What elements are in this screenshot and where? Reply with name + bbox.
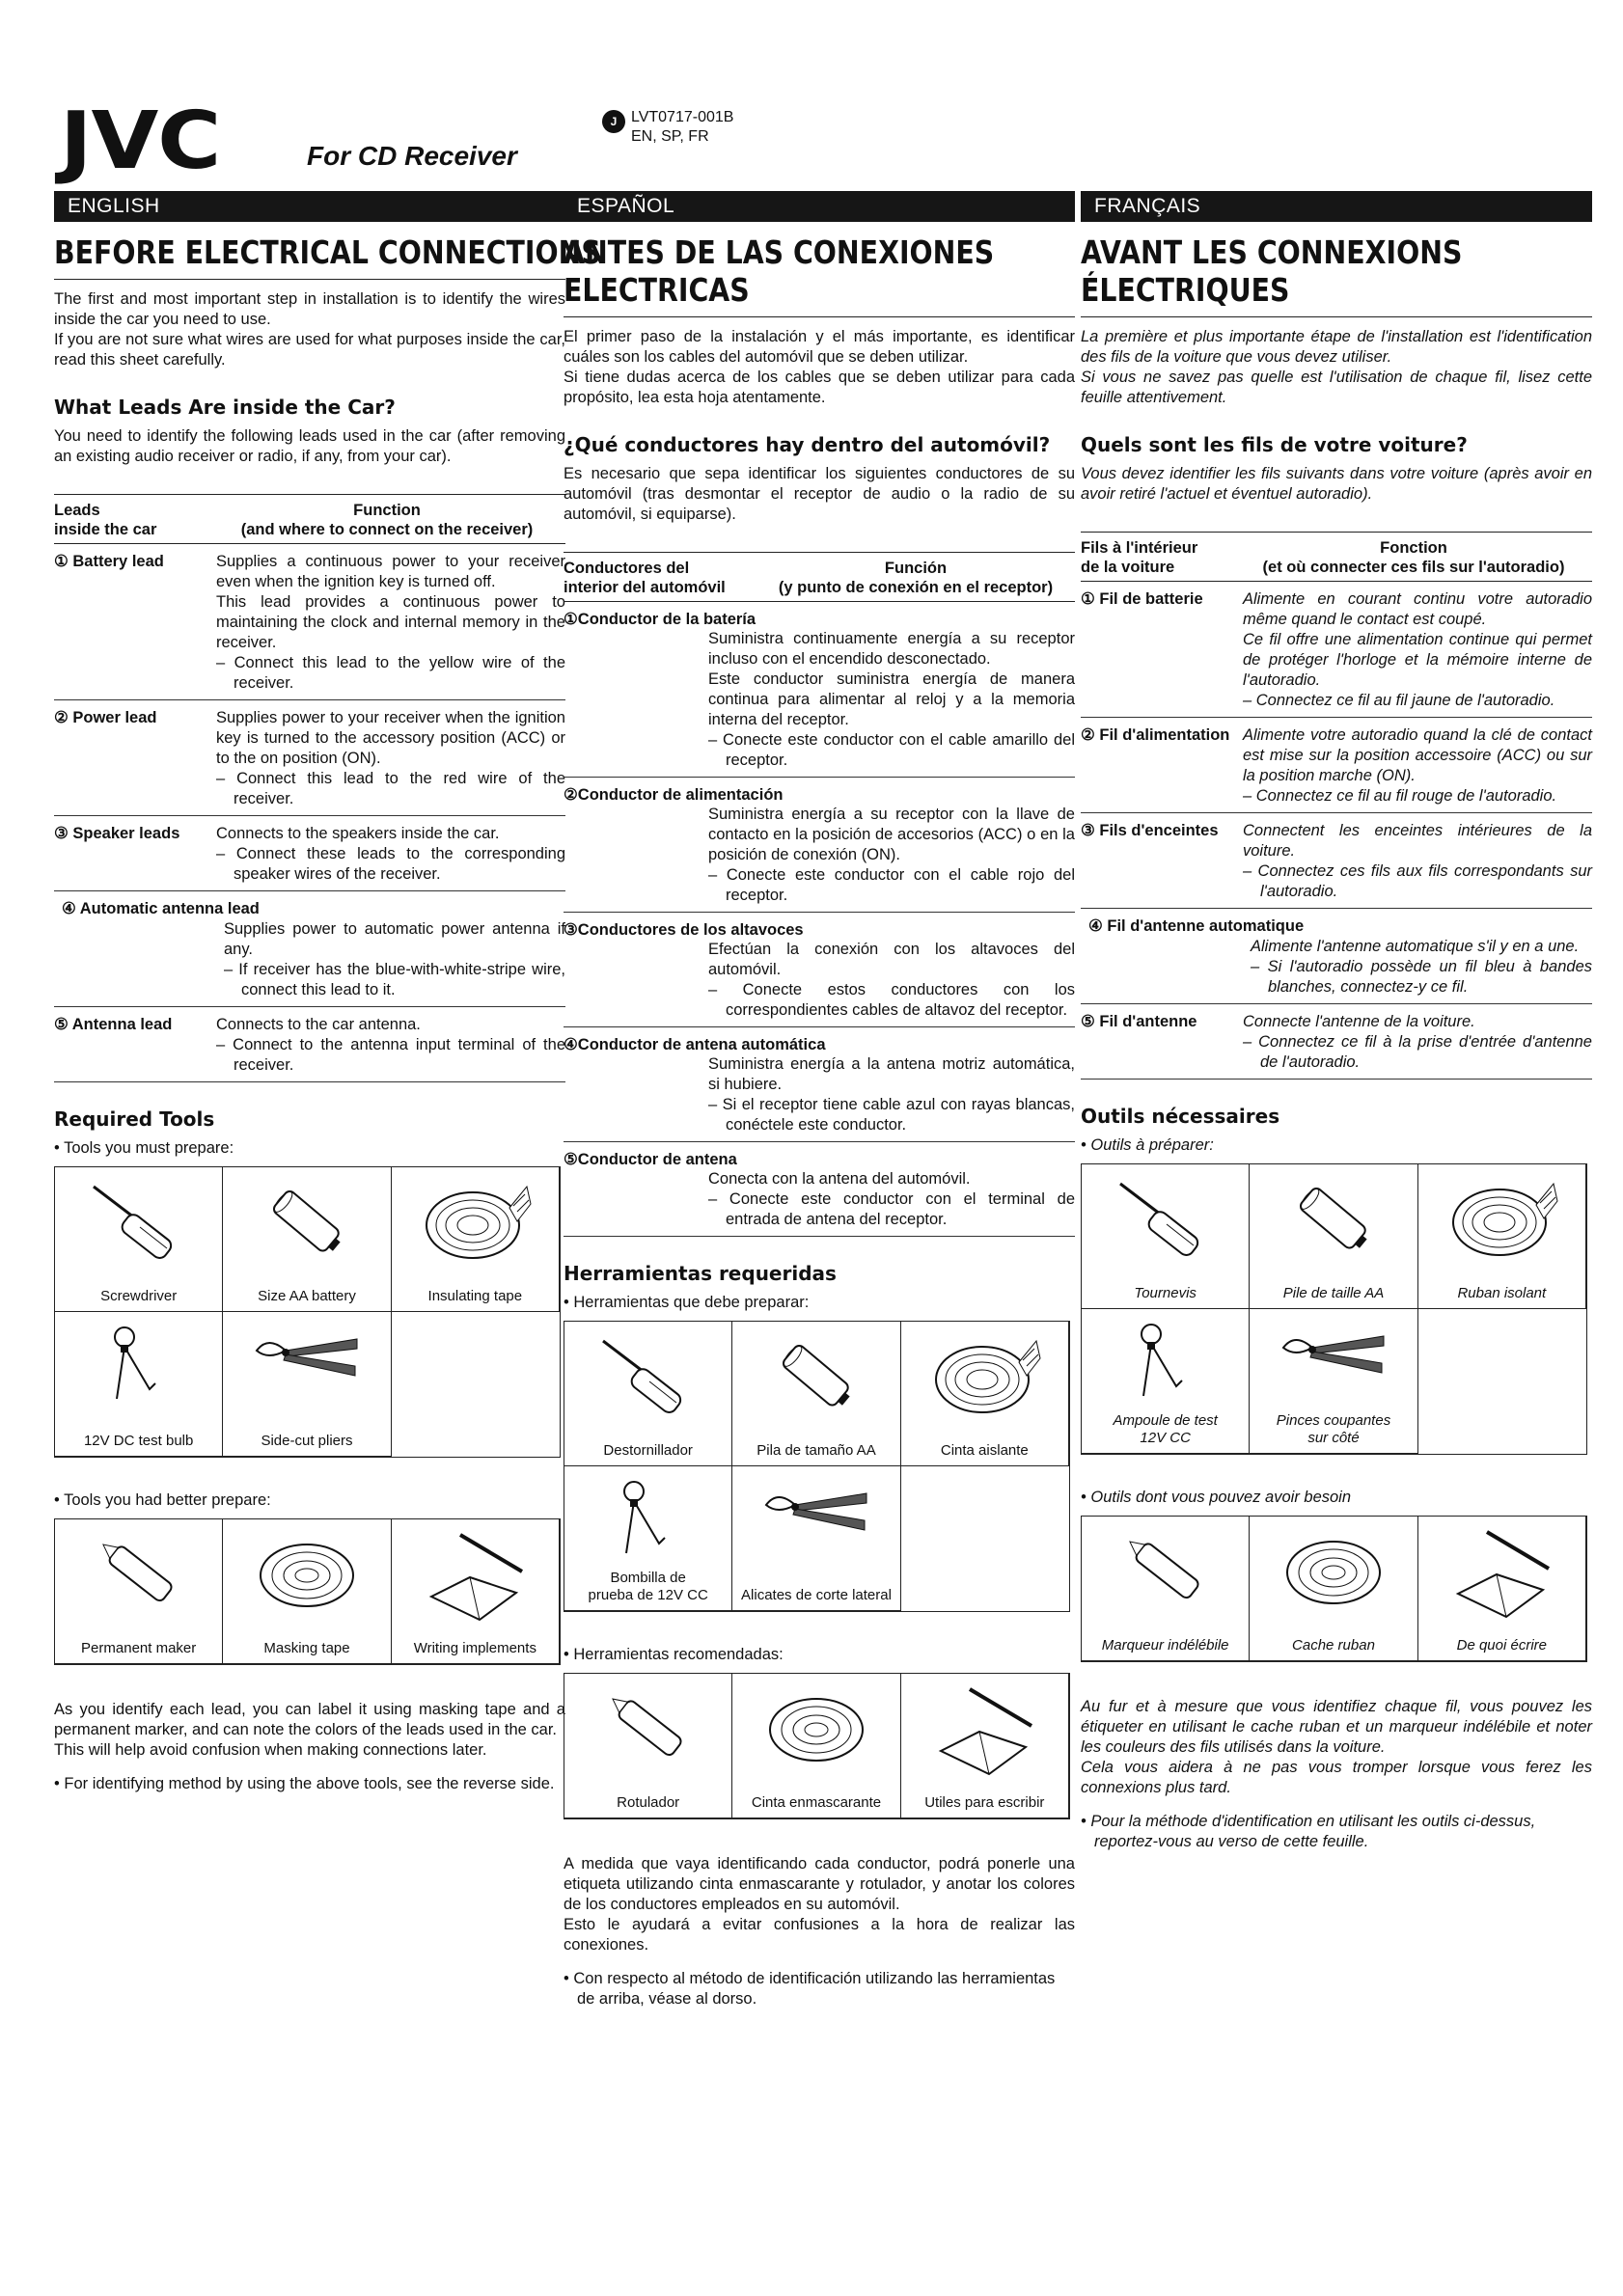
spacer [54, 1761, 565, 1774]
lead-function [564, 805, 1075, 913]
tool-cell [1250, 1517, 1417, 1661]
lead-name: ⑤Conductor de antena [564, 1151, 737, 1168]
function-text [62, 919, 565, 1000]
function-line: Suministra continuamente energía a su receptor incluso con el encendido desconectado. [708, 630, 1075, 668]
tool-cell [1418, 1164, 1586, 1309]
tool-cell [1082, 1517, 1250, 1661]
must-tools-label: • Outils à préparer: [1081, 1136, 1214, 1154]
language-banner: FRANÇAIS [1081, 191, 1592, 222]
function-line: – Connect this lead to the red wire of the receiver. [216, 770, 565, 807]
intro-paragraph: El primer paso de la instalación y el más importante, es identificar cuáles son los cables del automóvil que se deben utilizar. [564, 328, 1075, 366]
lead-row [54, 1007, 565, 1082]
english-column [54, 191, 601, 2275]
writing-implements-icon [1448, 1526, 1554, 1623]
tool-caption: Ruban isolant [1457, 1285, 1547, 1301]
lead-function [564, 940, 1075, 1027]
pliers-icon [249, 1322, 365, 1389]
tool-cell [732, 1466, 900, 1611]
leads-intro: Vous devez identifier les fils suivants dans votre voiture (après avoir en avoir retiré l'actuel et éventuel autoradio). [1081, 465, 1592, 503]
battery-icon [1280, 1174, 1387, 1261]
tool-cell [732, 1322, 900, 1466]
function-line: Alimente en courant continu votre autoradio même quand le contact est coupé. [1243, 590, 1592, 628]
tool-caption: Size AA battery [258, 1288, 356, 1304]
lead-row [1081, 813, 1592, 909]
required-tools-grid [1081, 1163, 1587, 1455]
test-bulb-icon [1122, 1319, 1209, 1415]
spacer [1081, 1662, 1592, 1697]
lead-row [1081, 718, 1592, 813]
outro-paragraph: This will help avoid confusion when making connections later. [54, 1741, 487, 1759]
masking-tape-icon [763, 1683, 869, 1770]
intro-paragraph: If you are not sure what wires are used for what purposes inside the car, read this sheet carefully. [54, 331, 565, 369]
tool-cell [392, 1167, 560, 1312]
lead-name: ③ Speaker leads [54, 816, 208, 891]
function-line: Supplies power to your receiver when the ignition key is turned to the accessory position (ACC) or to the on position (ON). [216, 709, 565, 767]
tools-heading: Outils nécessaires [1081, 1105, 1280, 1128]
tool-cell [1250, 1309, 1417, 1454]
tool-cell [564, 1322, 732, 1466]
function-line: – Connectez ce fil au fil jaune de l'autoradio. [1243, 692, 1555, 709]
lead-function [564, 1169, 1075, 1237]
function-line: Connects to the speakers inside the car. [216, 825, 500, 842]
reverse-side-note: • For identifying method by using the above tools, see the reverse side. [54, 1775, 555, 1792]
lead-row [54, 544, 565, 700]
lead-function [564, 1054, 1075, 1142]
writing-implements-icon [931, 1683, 1037, 1780]
tool-cell [1418, 1517, 1586, 1661]
lead-row [54, 700, 565, 816]
tool-caption: 12V DC test bulb [83, 1433, 194, 1449]
lead-name: ③ Fils d'enceintes [1081, 813, 1235, 909]
lead-name: ⑤ Antenna lead [54, 1007, 208, 1082]
divider [1081, 316, 1592, 317]
french-column [1081, 191, 1592, 2275]
lead-name: ② Power lead [54, 700, 208, 816]
tool-cell [223, 1312, 391, 1457]
lead-function [1235, 1004, 1592, 1080]
tool-caption: Ampoule de test 12V CC [1113, 1412, 1218, 1446]
leads-table [54, 494, 565, 1082]
outro-paragraph: Au fur et à mesure que vous identifiez chaque fil, vous pouvez les étiqueter en utilisant le cache ruban et un marqueur indélébile et noter les couleurs des fils utilisés dans la voiture. [1081, 1698, 1592, 1756]
spacer [1081, 1798, 1592, 1812]
lead-name: ③Conductores de los altavoces [564, 921, 804, 939]
function-line: – Conecte estos conductores con los correspondientes cables de altavoz del receptor. [708, 981, 1075, 1019]
tool-cell [55, 1167, 223, 1312]
function-line: – Connectez ces fils aux fils correspondants sur l'autoradio. [1243, 862, 1592, 900]
tool-caption: Alicates de corte lateral [741, 1587, 892, 1603]
masking-tape-icon [1280, 1526, 1387, 1613]
lead-row [54, 816, 565, 891]
recommended-tools-grid [54, 1518, 561, 1665]
function-line: Connects to the car antenna. [216, 1016, 421, 1033]
column-header-lead: Leads inside the car [54, 495, 208, 544]
lead-name: ②Conductor de alimentación [564, 786, 784, 804]
lead-function [1081, 909, 1592, 1004]
language-banner: ESPAÑOL [564, 191, 1075, 222]
better-tools-label: • Tools you had better prepare: [54, 1491, 271, 1509]
intro-paragraph: La première et plus importante étape de l'installation est l'identification des fils de la voiture que vous devez utiliser. [1081, 328, 1592, 366]
product-name: For CD Receiver [307, 141, 517, 171]
insulating-tape-icon [417, 1177, 533, 1266]
version-mark-icon: J [602, 110, 625, 133]
marker-icon [1113, 1526, 1219, 1613]
tool-cell [223, 1519, 391, 1664]
lead-function [1235, 582, 1592, 718]
insulating-tape-icon [926, 1331, 1042, 1420]
tool-cell [1082, 1309, 1250, 1454]
language-banner: ENGLISH [54, 191, 565, 222]
battery-icon [763, 1331, 869, 1418]
leads-table-header [54, 495, 565, 544]
lead-name: ② Fil d'alimentation [1081, 718, 1235, 813]
function-line: Efectúan la conexión con los altavoces del automóvil. [708, 941, 1075, 978]
lead-row [1081, 909, 1592, 1004]
tool-cell [1082, 1164, 1250, 1309]
outro-paragraph: Esto le ayudará a evitar confusiones a la hora de realizar las conexiones. [564, 1916, 1075, 1954]
function-line: Conecta con la antena del automóvil. [708, 1170, 971, 1188]
leads-table-header [564, 552, 1075, 602]
leads-intro: You need to identify the following leads used in the car (after removing an existing audio receiver or radio, if any, from your car). [54, 427, 565, 465]
function-text [1088, 937, 1592, 998]
lead-function [208, 700, 565, 816]
function-line: Alimente votre autoradio quand la clé de contact est mise sur la position accessoire (ACC) ou sur la position marche (ON). [1243, 726, 1592, 784]
outro-paragraph: A medida que vaya identificando cada conductor, podrá ponerle una etiqueta utilizando cinta enmascarante y rotulador, y anotar los colores de los conductores empleados en su automóvil. [564, 1855, 1075, 1913]
section-title: AVANT LES CONNEXIONS ÉLECTRIQUES [1081, 233, 1463, 309]
intro-paragraph: Si vous ne savez pas quelle est l'utilisation de chaque fil, lisez cette feuille attentivement. [1081, 369, 1592, 406]
lead-function [1235, 813, 1592, 909]
reverse-side-note: • Con respecto al método de identificación utilizando las herramientas de arriba, véase al dorso. [564, 1970, 1056, 2008]
function-line: – Si l'autoradio possède un fil bleu à bandes blanches, connectez-y ce fil. [1251, 958, 1592, 996]
doc-number: LVT0717-001B [631, 109, 734, 125]
page-header [54, 93, 1579, 185]
tool-cell [901, 1674, 1069, 1818]
tool-caption: Pila de tamaño AA [756, 1442, 876, 1459]
reverse-side-note: • Pour la méthode d'identification en utilisant les outils ci-dessus, reportez-vous au verso de cette feuille. [1081, 1813, 1536, 1850]
recommended-tools-grid [564, 1673, 1070, 1819]
masking-tape-icon [254, 1529, 360, 1616]
function-line: Connecte l'antenne de la voiture. [1243, 1013, 1475, 1030]
tool-caption: Utiles para escribir [924, 1794, 1045, 1811]
tool-caption: Screwdriver [100, 1288, 178, 1304]
function-line: Alimente l'antenne automatique s'il y en a une. [1251, 938, 1580, 955]
tool-cell [55, 1519, 223, 1664]
tools-heading: Herramientas requeridas [564, 1262, 837, 1285]
intro-paragraph: Si tiene dudas acerca de los cables que se deben utilizar para cada propósito, lea esta hoja atentamente. [564, 369, 1075, 406]
function-line: This lead provides a continuous power to maintaining the clock and internal memory in the receiver. [216, 593, 565, 651]
jvc-logo: JVC [60, 96, 221, 187]
tool-cell [564, 1466, 732, 1611]
lead-function [1235, 718, 1592, 813]
tool-caption: Insulating tape [427, 1288, 523, 1304]
spacer [54, 1665, 565, 1700]
pliers-icon [758, 1476, 874, 1544]
tool-cell [392, 1519, 560, 1664]
must-tools-label: • Tools you must prepare: [54, 1139, 234, 1157]
tool-caption: Cinta aislante [940, 1442, 1029, 1459]
marker-icon [86, 1529, 192, 1616]
tool-caption: Permanent maker [81, 1640, 197, 1656]
leads-table-header [1081, 533, 1592, 582]
spacer [1081, 1455, 1592, 1488]
function-line: – Connect to the antenna input terminal of the receiver. [216, 1036, 565, 1074]
must-tools-label: • Herramientas que debe preparar: [564, 1294, 810, 1311]
test-bulb-icon [605, 1476, 692, 1572]
lead-function [564, 629, 1075, 778]
function-line: Suministra energía a la antena motriz automática, si hubiere. [708, 1055, 1075, 1093]
function-line: Supplies a continuous power to your receiver even when the ignition key is turned off. [216, 553, 565, 590]
tool-caption: Bombilla de prueba de 12V CC [588, 1570, 708, 1603]
tool-caption: Marqueur indélébile [1101, 1637, 1229, 1654]
tool-cell [223, 1167, 391, 1312]
lead-function [208, 544, 565, 700]
spacer [564, 1819, 1075, 1854]
function-line: – Conecte este conductor con el terminal de entrada de antena del receptor. [708, 1190, 1075, 1228]
spanish-column [564, 191, 1075, 2275]
lead-name: ① Battery lead [54, 544, 208, 700]
section-title: BEFORE ELECTRICAL CONNECTIONS [54, 233, 601, 271]
function-line: – Connect this lead to the yellow wire of the receiver. [216, 654, 565, 692]
function-line: Connectent les enceintes intérieures de la voiture. [1243, 822, 1592, 860]
function-line: Supplies power to automatic power antenna if any. [224, 920, 565, 958]
lead-name: ④ Automatic antenna lead [62, 900, 260, 917]
writing-implements-icon [422, 1529, 528, 1626]
lead-name: ⑤ Fil d'antenne [1081, 1004, 1235, 1080]
test-bulb-icon [96, 1322, 182, 1418]
column-header-lead: Fils à l'intérieur de la voiture [1081, 533, 1235, 582]
divider [564, 316, 1075, 317]
leads-heading: ¿Qué conductores hay dentro del automóvil? [564, 433, 1051, 456]
lead-name: ①Conductor de la batería [564, 611, 756, 628]
lead-name: ④Conductor de antena automática [564, 1036, 826, 1053]
tool-cell [901, 1322, 1069, 1466]
column-header-lead: Conductores del interior del automóvil [564, 560, 726, 596]
pliers-icon [1276, 1319, 1391, 1386]
lead-name: ④ Fil d'antenne automatique [1088, 917, 1305, 935]
function-line: – Connect these leads to the corresponding speaker wires of the receiver. [216, 845, 565, 883]
intro-paragraph: The first and most important step in installation is to identify the wires inside the car you need to use. [54, 290, 565, 328]
tool-caption: Destornillador [603, 1442, 693, 1459]
column-header-function: Función (y punto de conexión en el receptor) [778, 560, 1054, 596]
tool-caption: De quoi écrire [1456, 1637, 1548, 1654]
column-header-function: Function (and where to connect on the receiver) [208, 495, 565, 544]
tool-cell [1250, 1164, 1417, 1309]
tool-caption: Side-cut pliers [261, 1433, 353, 1449]
tool-cell [732, 1674, 900, 1818]
function-line: – Connectez ce fil au fil rouge de l'autoradio. [1243, 787, 1557, 805]
document-id [610, 108, 734, 147]
tool-caption: Tournevis [1134, 1285, 1197, 1301]
battery-icon [254, 1177, 360, 1264]
doc-languages: EN, SP, FR [631, 128, 709, 145]
lead-row [1081, 1004, 1592, 1080]
tools-heading: Required Tools [54, 1107, 215, 1131]
marker-icon [595, 1683, 701, 1770]
lead-row [54, 891, 565, 1007]
function-line: – Connectez ce fil à la prise d'entrée d'antenne de l'autoradio. [1243, 1033, 1592, 1071]
section-title: ANTES DE LAS CONEXIONES ELECTRICAS [564, 233, 995, 309]
insulating-tape-icon [1444, 1174, 1559, 1263]
tool-caption: Masking tape [263, 1640, 350, 1656]
lead-name: ① Fil de batterie [1081, 582, 1235, 718]
recommended-tools-grid [1081, 1516, 1587, 1662]
function-line: – If receiver has the blue-with-white-stripe wire, connect this lead to it. [224, 961, 565, 998]
leads-heading: What Leads Are inside the Car? [54, 396, 396, 419]
tool-caption: Cache ruban [1292, 1637, 1375, 1654]
tool-caption: Cinta enmascarante [751, 1794, 882, 1811]
tool-caption: Pile de taille AA [1282, 1285, 1385, 1301]
leads-heading: Quels sont les fils de votre voiture? [1081, 433, 1468, 456]
leads-table [1081, 532, 1592, 1080]
spacer [564, 1955, 1075, 1969]
tool-caption: Pinces coupantes sur côté [1276, 1412, 1391, 1446]
tool-caption: Writing implements [413, 1640, 536, 1656]
tool-cell [564, 1674, 732, 1818]
function-line: – Conecte este conductor con el cable rojo del receptor. [708, 866, 1075, 904]
function-line: – Si el receptor tiene cable azul con rayas blancas, conéctele este conductor. [708, 1096, 1075, 1134]
spacer [54, 1458, 565, 1490]
better-tools-label: • Herramientas recomendadas: [564, 1646, 784, 1663]
outro-paragraph: Cela vous aidera à ne pas vous tromper lorsque vous ferez les connexions plus tard. [1081, 1759, 1592, 1796]
column-header-function: Fonction (et où connecter ces fils sur l'autoradio) [1235, 533, 1592, 582]
leads-intro: Es necesario que sepa identificar los siguientes conductores de su automóvil (tras desmontar el receptor de audio o la radio de su automóvil, si equiparse). [564, 465, 1075, 523]
better-tools-label: • Outils dont vous pouvez avoir besoin [1081, 1489, 1352, 1506]
lead-function [54, 891, 565, 1007]
divider [54, 279, 565, 280]
required-tools-grid [564, 1321, 1070, 1612]
function-line: Ce fil offre une alimentation continue qui permet de protéger l'horloge et la mémoire interne de l'autoradio. [1243, 631, 1592, 689]
outro-paragraph: As you identify each lead, you can label it using masking tape and a permanent marker, and can note the colors of the leads used in the car. [54, 1701, 565, 1738]
lead-function [208, 816, 565, 891]
screwdriver-icon [1113, 1174, 1219, 1261]
required-tools-grid [54, 1166, 561, 1458]
tool-caption: Rotulador [617, 1794, 680, 1811]
tool-cell [55, 1312, 223, 1457]
function-line: Este conductor suministra energía de manera continua para alimentar al reloj y a la memoria interna del receptor. [708, 670, 1075, 728]
function-line: Suministra energía a su receptor con la llave de contacto en la posición de accesorios (ACC) o en la posición de conexión (ON). [708, 806, 1075, 863]
screwdriver-icon [595, 1331, 701, 1418]
lead-function [208, 1007, 565, 1082]
function-line: – Conecte este conductor con el cable amarillo del receptor. [708, 731, 1075, 769]
screwdriver-icon [86, 1177, 192, 1264]
spacer [564, 1612, 1075, 1645]
lead-row [1081, 582, 1592, 718]
